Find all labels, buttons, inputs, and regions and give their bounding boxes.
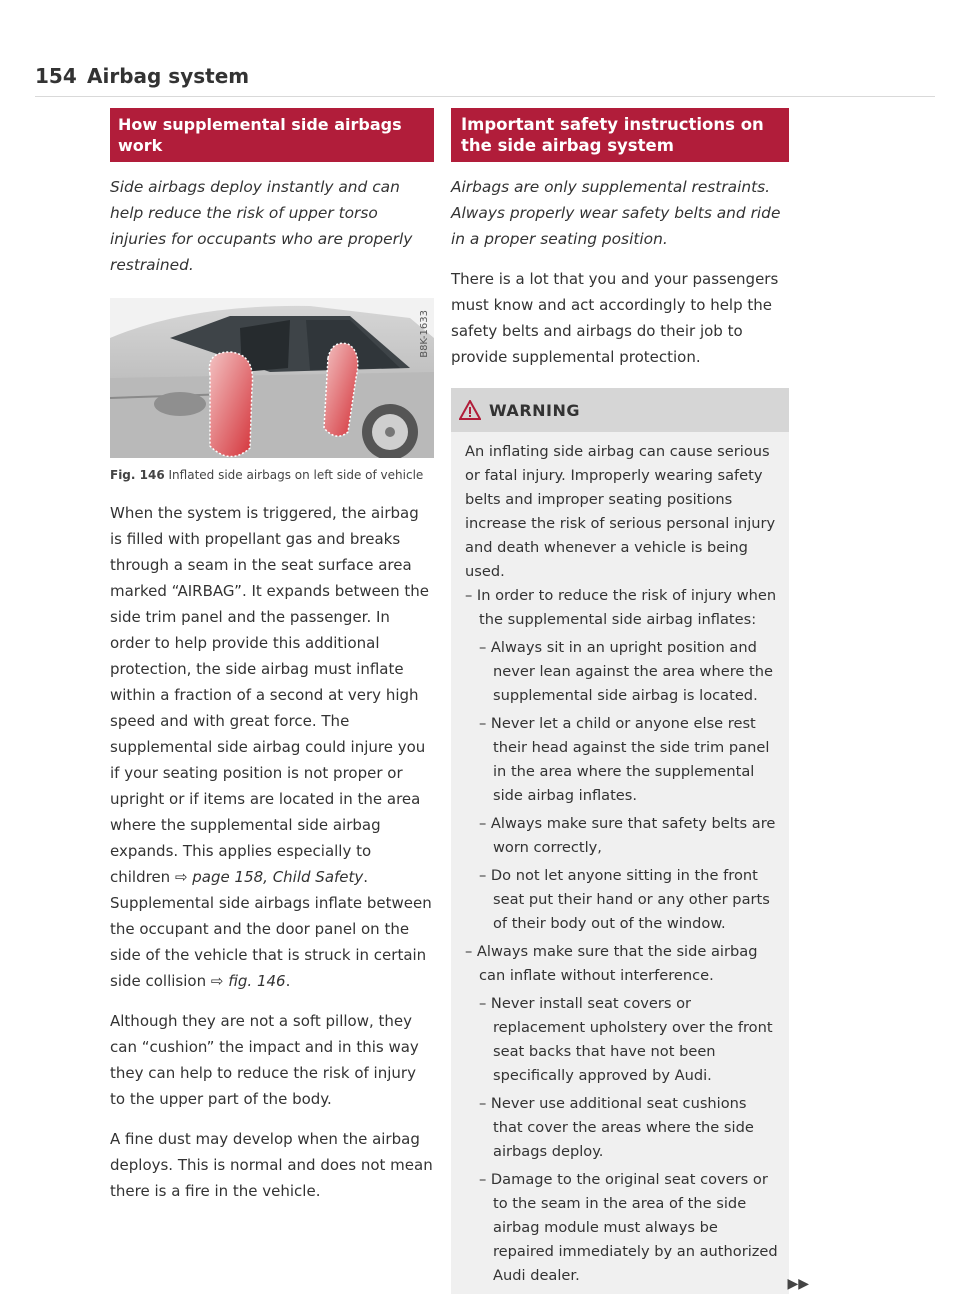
airbag-figure — [110, 298, 434, 458]
right-column — [451, 108, 809, 1294]
warning-subitem: – Never install seat covers or replacement upholstery over the front seat backs that have not been specifically approved by Audi. — [479, 995, 773, 1084]
figure-reference-link[interactable]: ⇨ fig. 146 — [210, 972, 286, 990]
continue-arrow-icon: ▶▶ — [787, 1276, 809, 1292]
warning-subitem: – Never use additional seat cushions that cover the areas where the side airbags deploy. — [479, 1095, 754, 1160]
warning-body — [451, 432, 789, 1288]
figure-caption — [110, 468, 434, 482]
left-column — [110, 108, 434, 1204]
body-paragraph-2: Although they are not a soft pillow, they can “cushion” the impact and in this way they can help to reduce the risk of injury to the upper part of the body. — [110, 1012, 419, 1108]
warning-triangle-icon — [459, 400, 481, 420]
warning-item: – In order to reduce the risk of injury when the supplemental side airbag inflates: — [465, 587, 777, 628]
page-header — [35, 64, 935, 97]
warning-subitem: – Always sit in an upright position and never lean against the area where the supplemental side airbag is located. — [479, 639, 773, 704]
warning-box — [451, 388, 809, 1294]
section-heading-left: How supplemental side airbags work — [110, 108, 434, 162]
car-interior-illustration — [110, 298, 434, 458]
lead-text-right: Airbags are only supplemental restraints. Always properly wear safety belts and ride in a proper seating position. — [451, 178, 781, 248]
warning-intro: An inflating side airbag can cause serious or fatal injury. Improperly wearing safety belts and improper seating positions increase the risk of serious personal injury and death whenever a vehicle is being used. — [465, 443, 776, 580]
warning-subitem: – Always make sure that safety belts are worn correctly, — [479, 815, 776, 856]
intro-paragraph: There is a lot that you and your passengers must know and act accordingly to help the safety belts and airbags do their job to provide supplemental protection. — [451, 270, 779, 366]
caption-text: Inflated side airbags on left side of vehicle — [168, 468, 424, 482]
figure-code: B8K-1633 — [419, 310, 430, 358]
warning-subitem: – Never let a child or anyone else rest their head against the side trim panel in the area where the supplemental side airbag inflates. — [479, 715, 770, 804]
warning-subitem: – Do not let anyone sitting in the front seat put their hand or any other parts of their body out of the window. — [479, 867, 770, 932]
warning-header — [451, 388, 789, 432]
body-paragraph-3: A fine dust may develop when the airbag deploys. This is normal and does not mean there is a fire in the vehicle. — [110, 1130, 433, 1200]
warning-subitem: – Damage to the original seat covers or to the seam in the area of the side airbag module must always be repaired immediately by an authorized Audi dealer. — [479, 1171, 778, 1284]
warning-item: – Always make sure that the side airbag can inflate without interference. — [465, 943, 758, 984]
warning-title: WARNING — [489, 400, 580, 420]
section-title: Airbag system — [87, 64, 250, 88]
page-number: 154 — [35, 64, 77, 88]
caption-label: Fig. 146 — [110, 468, 165, 482]
section-heading-right: Important safety instructions on the side airbag system — [451, 108, 789, 162]
body-paragraph-1: When the system is triggered, the airbag is filled with propellant gas and breaks through a seam in the seat surface area marked “AIRBAG”. It expands between the side trim panel and the passenger. In order to help provide this additional protection, the side airbag must inflate within a fraction of a second at very high speed and with great force. The supplemental side airbag could injure you if your seating position is not proper or upright or if items are located in the area where the supplemental side airbag expands. This applies especially to children ⇨ page 158, Child Safety. Supplemental side airbags inflate between the occupant and the door panel on the side of the vehicle that is struck in certain side collision ⇨ fig. 146. — [110, 504, 432, 990]
lead-text-left: Side airbags deploy instantly and can help reduce the risk of upper torso injuries for occupants who are properly restrained. — [110, 178, 413, 274]
page-reference-link[interactable]: ⇨ page 158, Child Safety — [174, 868, 364, 886]
